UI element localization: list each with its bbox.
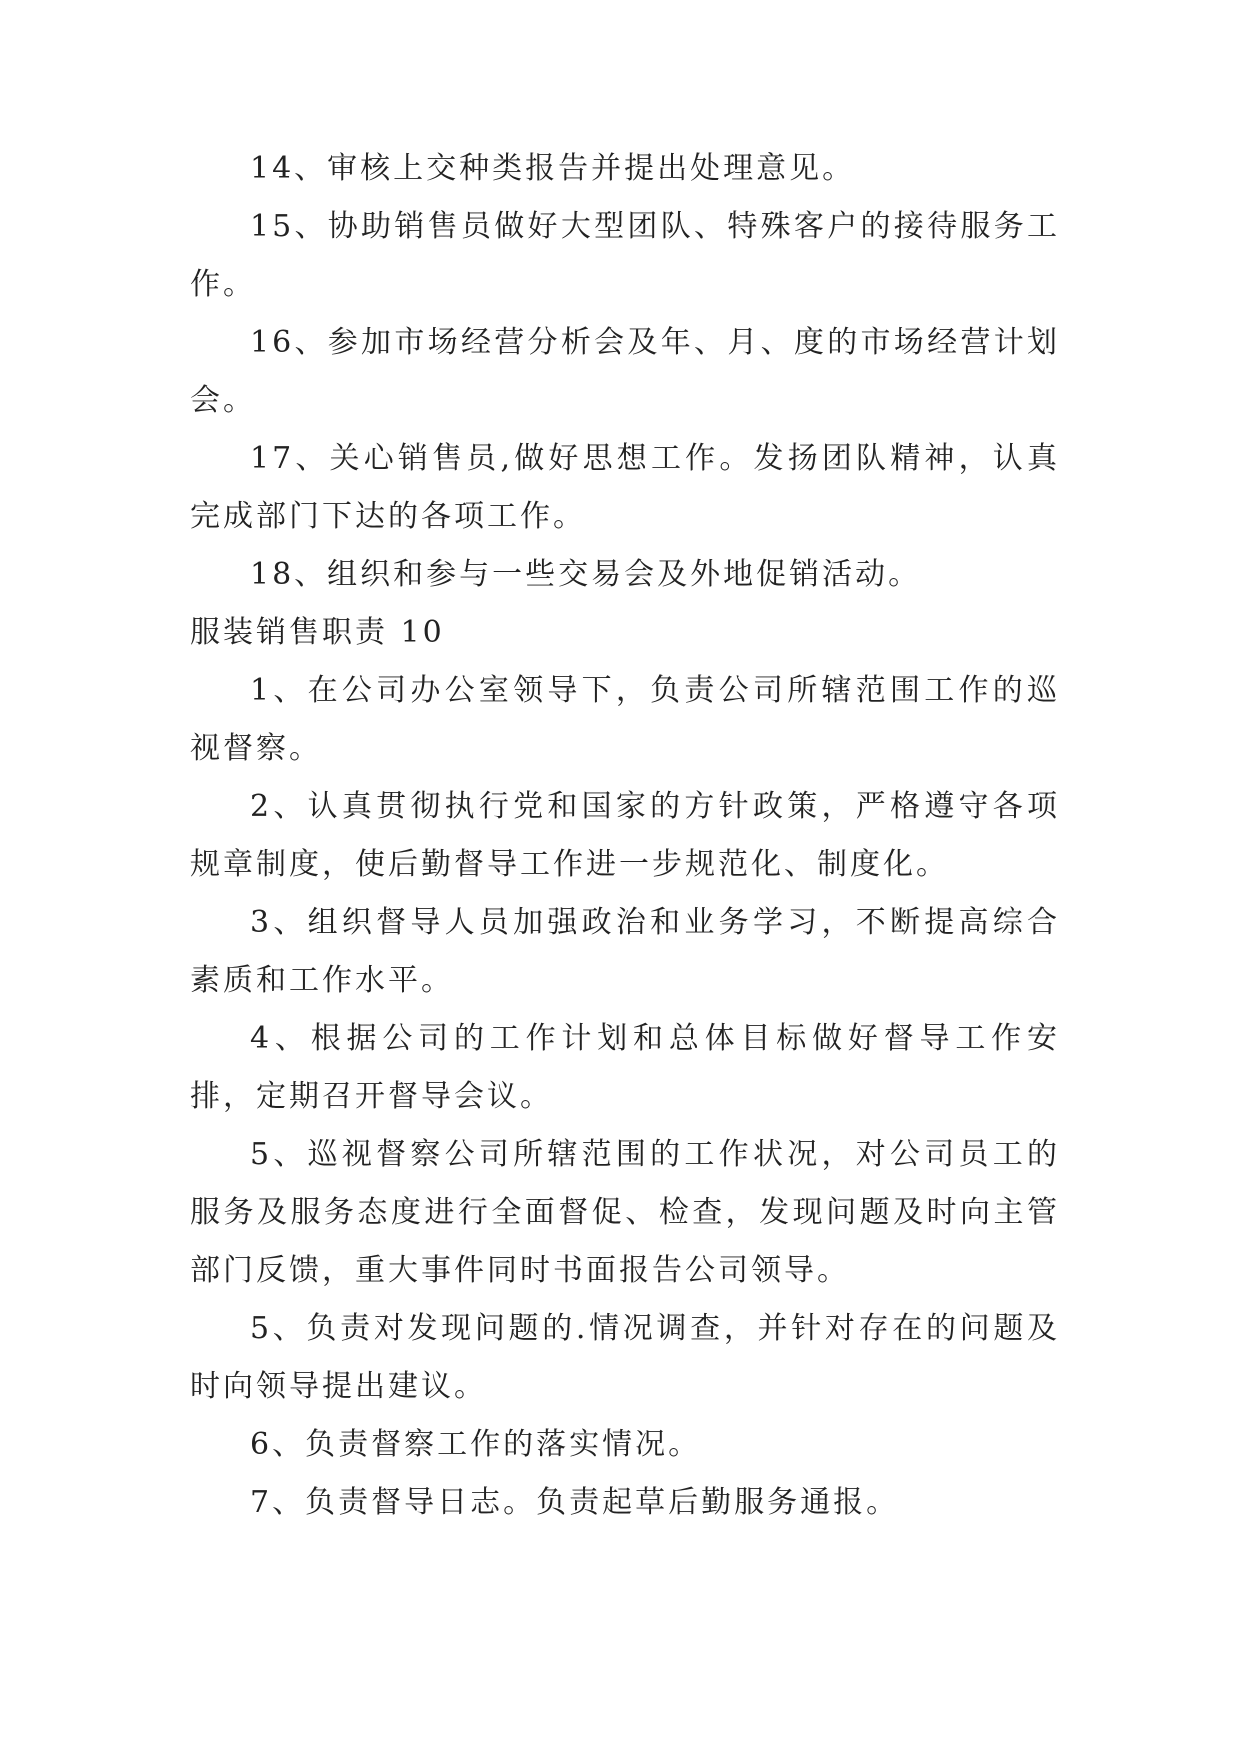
list-item: 15、协助销售员做好大型团队、特殊客户的接待服务工作。 (190, 209, 1060, 302)
list-item: 3、组织督导人员加强政治和业务学习，不断提高综合素质和工作水平。 (190, 905, 1060, 998)
document-body (190, 140, 1060, 1532)
list-item: 2、认真贯彻执行党和国家的方针政策，严格遵守各项规章制度，使后勤督导工作进一步规范化、制度化。 (190, 789, 1060, 882)
list-item: 1、在公司办公室领导下，负责公司所辖范围工作的巡视督察。 (190, 673, 1060, 766)
list-item: 14、审核上交种类报告并提出处理意见。 (250, 151, 856, 186)
list-item: 5、巡视督察公司所辖范围的工作状况，对公司员工的服务及服务态度进行全面督促、检查，发现问题及时向主管部门反馈，重大事件同时书面报告公司领导。 (190, 1137, 1060, 1288)
list-item: 6、负责督察工作的落实情况。 (250, 1427, 702, 1462)
list-item: 16、参加市场经营分析会及年、月、度的市场经营计划会。 (190, 325, 1060, 418)
list-item: 7、负责督导日志。负责起草后勤服务通报。 (250, 1485, 900, 1520)
section-title: 服装销售职责 10 (190, 615, 445, 650)
list-item: 4、根据公司的工作计划和总体目标做好督导工作安排，定期召开督导会议。 (190, 1021, 1060, 1114)
list-item: 18、组织和参与一些交易会及外地促销活动。 (250, 557, 922, 592)
list-item: 17、关心销售员,做好思想工作。发扬团队精神，认真完成部门下达的各项工作。 (190, 441, 1060, 534)
list-item: 5、负责对发现问题的.情况调查，并针对存在的问题及时向领导提出建议。 (190, 1311, 1060, 1404)
